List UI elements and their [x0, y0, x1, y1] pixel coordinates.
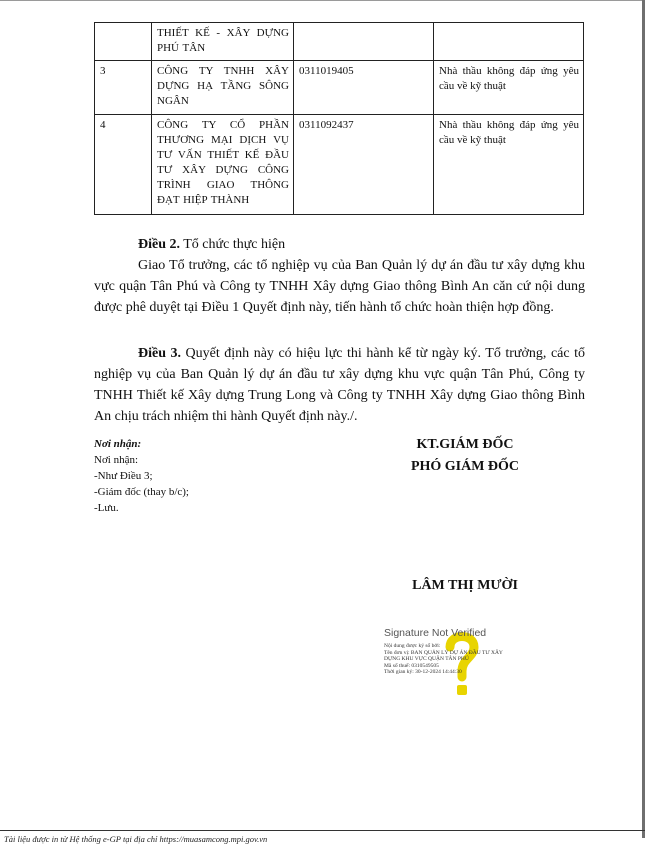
row-number: 4: [95, 115, 152, 215]
recipients-block: [94, 436, 189, 516]
signature-detail-line: Nội dung được ký số bởi:: [384, 643, 441, 649]
article-3-body: Quyết định này có hiệu lực thi hành kể từ ngày ký. Tổ trưởng, các tổ nghiệp vụ của Ban Quản lý dự án đầu tư xây dựng khu vực quận Tân Phú, Công ty TNHH Thiết kế Xây dựng Trung Long và Công ty TNHH Xây dựng Giao thông Bình An chịu trách nhiệm thi hành Quyết định này./.: [94, 346, 585, 424]
signer-name: LÂM THỊ MƯỜI: [412, 578, 518, 593]
tax-code: [294, 23, 434, 61]
signer-title-line-2: PHÓ GIÁM ĐỐC: [410, 459, 520, 474]
tax-code: 0311092437: [294, 115, 434, 215]
evaluation-note: Nhà thầu không đáp ứng yêu cầu về kỹ thuật: [434, 61, 584, 115]
signature-detail-line: Tên đơn vị: BAN QUẢN LÝ DỰ ÁN ĐẦU TƯ XÂY: [384, 649, 503, 656]
evaluation-note: Nhà thầu không đáp ứng yêu cầu về kỹ thuật: [434, 115, 584, 215]
recipient-line: Nơi nhận:: [94, 454, 139, 466]
article-2-label: Điều 2.: [138, 237, 180, 252]
signature-detail-line: DỰNG KHU VỰC QUẬN TÂN PHÚ: [384, 656, 469, 662]
table-row: [95, 23, 584, 61]
signature-details: [384, 643, 503, 676]
bidder-name: CÔNG TY TNHH XÂY DỰNG HẠ TẦNG SÔNG NGÂN: [152, 61, 294, 115]
evaluation-note: [434, 23, 584, 61]
digital-signature-stamp[interactable]: [384, 627, 524, 717]
row-number: [95, 23, 152, 61]
signature-detail-line: Mã số thuế: 0310549505: [384, 662, 439, 669]
article-3: [94, 343, 585, 427]
article-2: [94, 234, 585, 318]
signature-status: Signature Not Verified: [384, 627, 487, 639]
table-row: [95, 61, 584, 115]
article-2-body: Giao Tổ trưởng, các tổ nghiệp vụ của Ban Quản lý dự án đầu tư xây dựng khu vực quận Tân Phú và Công ty TNHH Xây dựng Giao thông Bình An căn cứ nội dung được phê duyệt tại Điều 1 Quyết định này, tiến hành tổ chức hoàn thiện hợp đồng.: [94, 258, 585, 315]
table-row: [95, 115, 584, 215]
recipient-line: -Lưu.: [94, 502, 119, 514]
signature-detail-line: Thời gian ký: 30-12-2024 14:44:30: [384, 669, 462, 675]
footer-source-note: Tài liệu được in từ Hệ thống e-GP tại địa chỉ https://muasamcong.mpi.gov.vn: [4, 834, 268, 844]
recipients-heading: Nơi nhận:: [94, 438, 142, 450]
bidder-results-table: [94, 22, 584, 215]
footer-divider: [0, 830, 645, 831]
article-3-label: Điều 3.: [138, 346, 182, 361]
recipient-line: -Như Điều 3;: [94, 470, 153, 482]
tax-code: 0311019405: [294, 61, 434, 115]
article-2-title: Tổ chức thực hiện: [180, 237, 286, 252]
recipient-line: -Giám đốc (thay b/c);: [94, 486, 189, 498]
signer-title-line-1: KT.GIÁM ĐỐC: [416, 437, 514, 452]
row-number: 3: [95, 61, 152, 115]
bidder-name: THIẾT KẾ - XÂY DỰNG PHÚ TÂN: [152, 23, 294, 61]
page-top-edge: [0, 0, 645, 1]
bidder-name: CÔNG TY CỔ PHẦN THƯƠNG MẠI DỊCH VỤ TƯ VẤN THIẾT KẾ ĐẦU TƯ XÂY DỰNG CÔNG TRÌNH GIAO THÔNG ĐẠT HIỆP THÀNH: [152, 115, 294, 215]
